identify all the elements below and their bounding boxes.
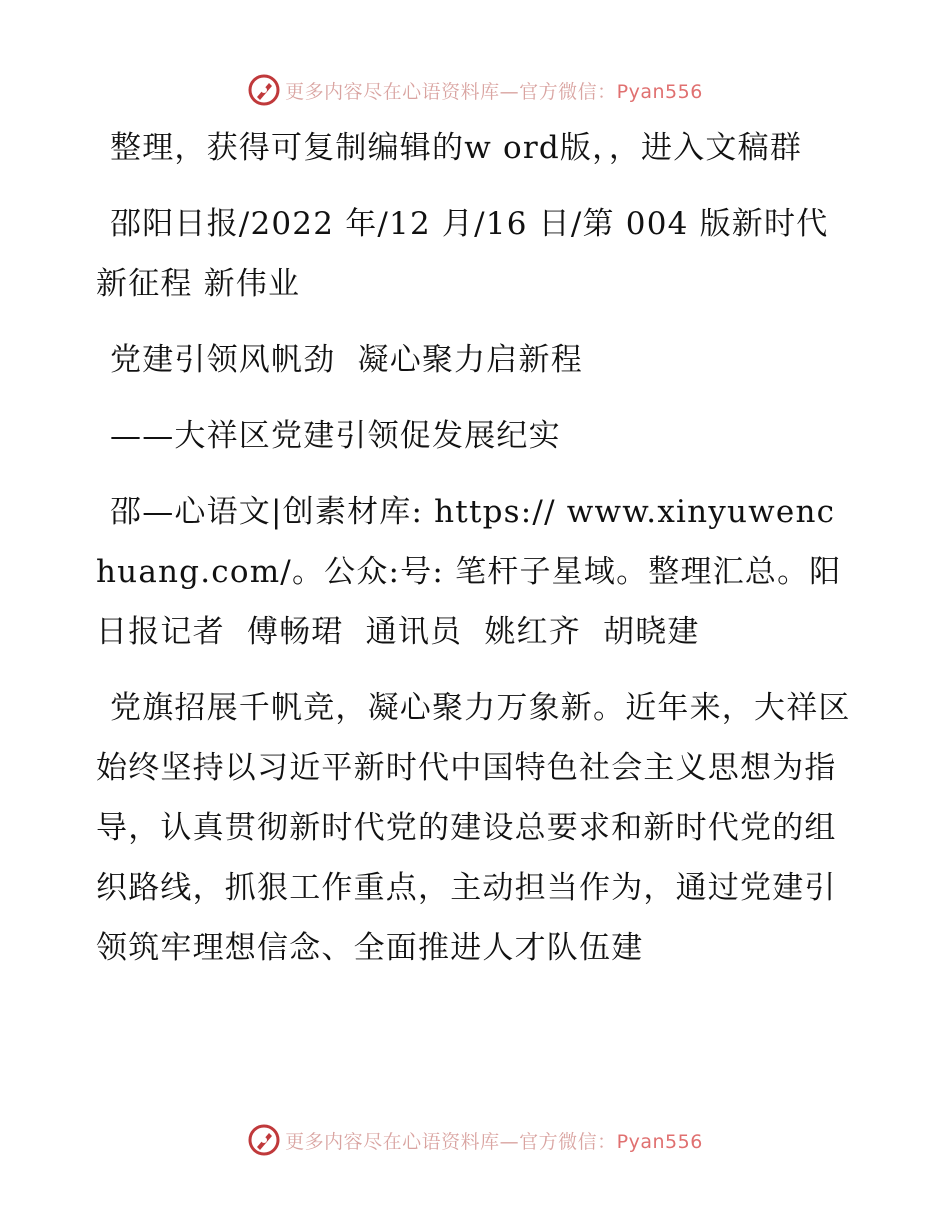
source-line: 邵阳日报/2022 年/12 月/16 日/第 004 版新时代 新征程 新伟业 [96,206,840,302]
intro-paragraph: 整理，获得可复制编辑的w ord版，，进入文稿群 [110,130,803,166]
article-title: 党建引领风帆劲 凝心聚力启新程 [110,342,583,378]
watermark-text: 更多内容尽在心语资料库—官方微信：Pyan556 [285,1130,703,1153]
body-paragraph: 党旗招展千帆竞，凝心聚力万象新。近年来，大祥区始终坚持以习近平新时代中国特色社会主义思想为指导，认真贯彻新时代党的建设总要求和新时代党的组织路线，抓狠工作重点，主动担当作为，通过党建引领筑牢理想信念、全面推进人才队伍建 [96,690,851,966]
pen-logo-icon [247,1123,281,1157]
pen-logo-icon [247,73,281,107]
byline-paragraph: 邵—心语文|创素材库: https:// www.xinyuwenchuang.com/。公众:号: 笔杆子星域。整理汇总。阳日报记者 傅畅珺 通讯员 姚红齐 胡晓建 [96,494,842,650]
watermark-text: 更多内容尽在心语资料库—官方微信：Pyan556 [285,80,703,103]
header-watermark [0,70,950,110]
footer-watermark [0,1120,950,1160]
document-body [96,118,856,994]
article-subtitle: ——大祥区党建引领促发展纪实 [110,418,561,454]
